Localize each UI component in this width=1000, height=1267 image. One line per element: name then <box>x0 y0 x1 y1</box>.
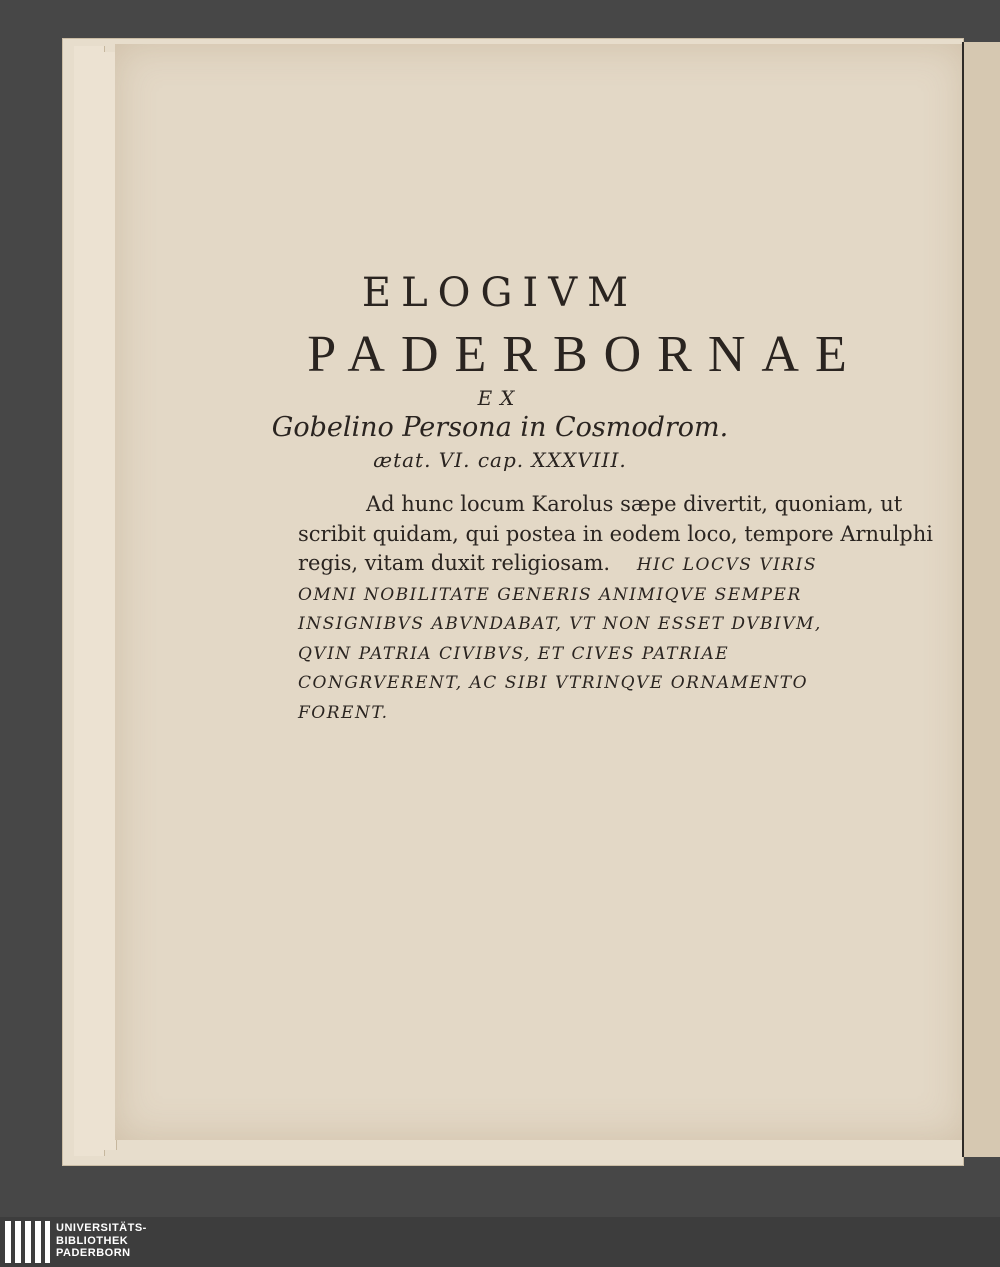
body-line-caps: CONGRVERENT, AC SIBI VTRINQVE ORNAMENTO <box>298 673 809 693</box>
library-logo-icon <box>5 1221 50 1263</box>
source-line: Gobelino Persona in Cosmodrom. <box>271 412 729 443</box>
library-logo-text <box>56 1222 147 1260</box>
body-line: Ad hunc locum Karolus sæpe divertit, quoniam, ut <box>366 492 903 516</box>
body-line-caps: HIC LOCVS VIRIS <box>636 555 817 575</box>
facing-page-edge <box>962 42 1000 1157</box>
chapter-line: ætat. VI. cap. XXXVIII. <box>373 448 627 472</box>
body-line-caps: FORENT. <box>298 702 389 723</box>
logo-line: PADERBORN <box>56 1247 131 1259</box>
title-line-1: ELOGIVM <box>361 270 639 316</box>
title-line-2: PADERBORNAE <box>307 326 863 383</box>
library-footer <box>0 1217 1000 1267</box>
body-line-caps: OMNI NOBILITATE GENERIS ANIMIQVE SEMPER <box>298 584 802 605</box>
ex-line: EX <box>477 386 523 410</box>
logo-line: UNIVERSITÄTS- <box>56 1222 147 1234</box>
body-text <box>298 490 933 728</box>
body-line: regis, vitam duxit religiosam. <box>298 551 611 575</box>
body-line-caps: QVIN PATRIA CIVIBVS, ET CIVES PATRIAE <box>298 643 730 664</box>
body-line-wrapper <box>298 549 876 581</box>
logo-line: BIBLIOTHEK <box>56 1234 129 1247</box>
page-edge <box>88 52 117 1150</box>
body-line: scribit quidam, qui postea in eodem loco, tempore Arnulphi <box>298 521 933 546</box>
body-line-caps: INSIGNIBVS ABVNDABAT, VT NON ESSET DVBIVM, <box>298 614 822 634</box>
